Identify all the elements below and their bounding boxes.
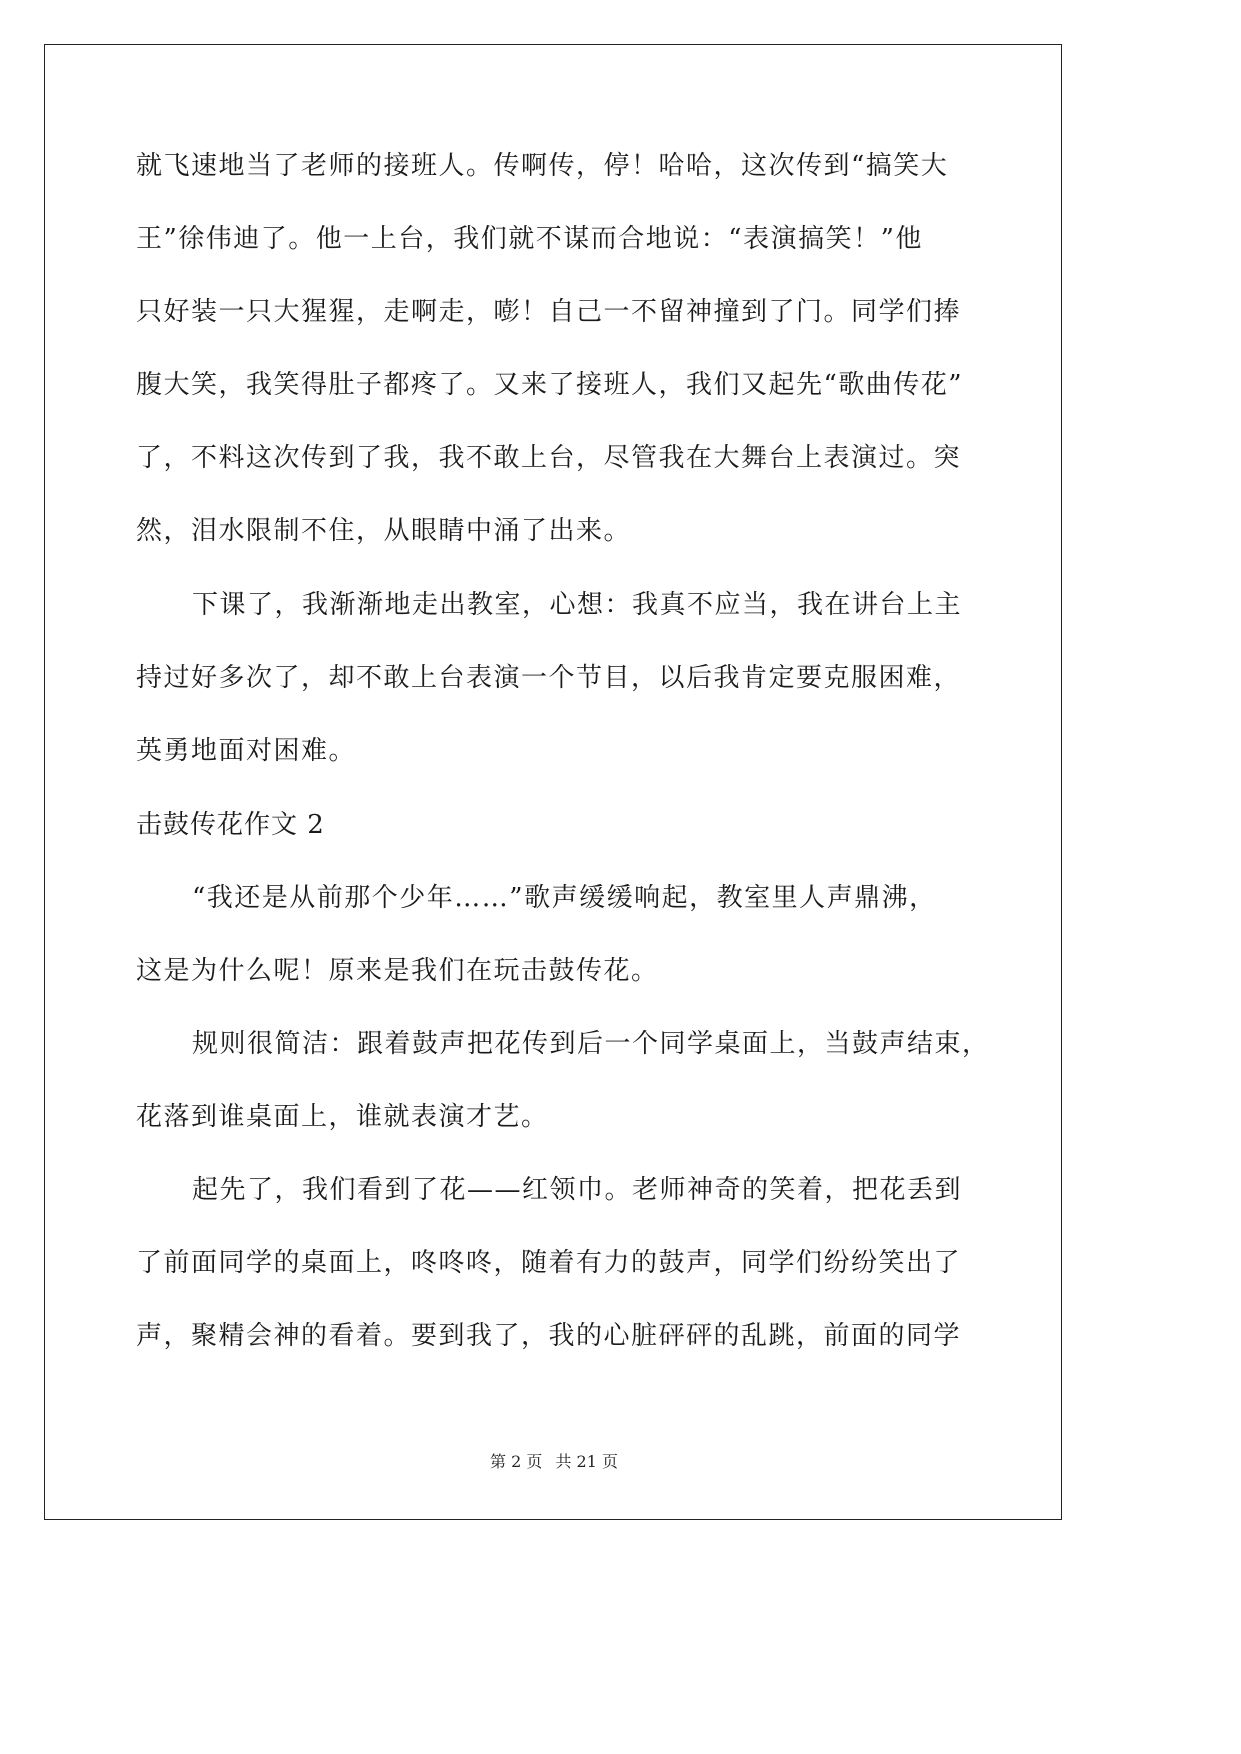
page-footer (0, 1450, 1108, 1474)
text-line: 下课了，我渐渐地走出教室，心想：我真不应当，我在讲台上主 (192, 590, 963, 620)
text-line: 英勇地面对困难。 (136, 736, 357, 766)
text-line: 腹大笑，我笑得肚子都疼了。又来了接班人，我们又起先“歌曲传花” (136, 370, 964, 400)
text-line: “我还是从前那个少年……”歌声缓缓响起，教室里人声鼎沸， (192, 883, 937, 913)
page-number: 第 2 页 (490, 1452, 543, 1471)
text-line: 花落到谁桌面上，谁就表演才艺。 (136, 1102, 549, 1132)
text-line: 声，聚精会神的看着。要到我了，我的心脏砰砰的乱跳，前面的同学 (136, 1321, 962, 1351)
text-line: 就飞速地当了老师的接班人。传啊传，停！哈哈，这次传到“搞笑大 (136, 151, 949, 181)
text-line: 持过好多次了，却不敢上台表演一个节目，以后我肯定要克服困难， (136, 663, 962, 693)
text-line: 这是为什么呢！原来是我们在玩击鼓传花。 (136, 956, 659, 986)
text-line: 了前面同学的桌面上，咚咚咚，随着有力的鼓声，同学们纷纷笑出了 (136, 1248, 962, 1278)
text-line: 王”徐伟迪了。他一上台，我们就不谋而合地说：“表演搞笑！”他 (136, 224, 923, 254)
text-line: 了，不料这次传到了我，我不敢上台，尽管我在大舞台上表演过。突 (136, 443, 962, 473)
page-total: 共 21 页 (555, 1452, 618, 1471)
text-line: 只好装一只大猩猩，走啊走，嘭！自己一不留神撞到了门。同学们捧 (136, 297, 962, 327)
text-line: 起先了，我们看到了花——红领巾。老师神奇的笑着，把花丢到 (192, 1175, 963, 1205)
text-line: 然，泪水限制不住，从眼睛中涌了出来。 (136, 516, 632, 546)
section-heading: 击鼓传花作文 2 (136, 810, 325, 840)
text-line: 规则很简洁：跟着鼓声把花传到后一个同学桌面上，当鼓声结束， (192, 1029, 990, 1059)
page-border (44, 44, 1062, 1520)
